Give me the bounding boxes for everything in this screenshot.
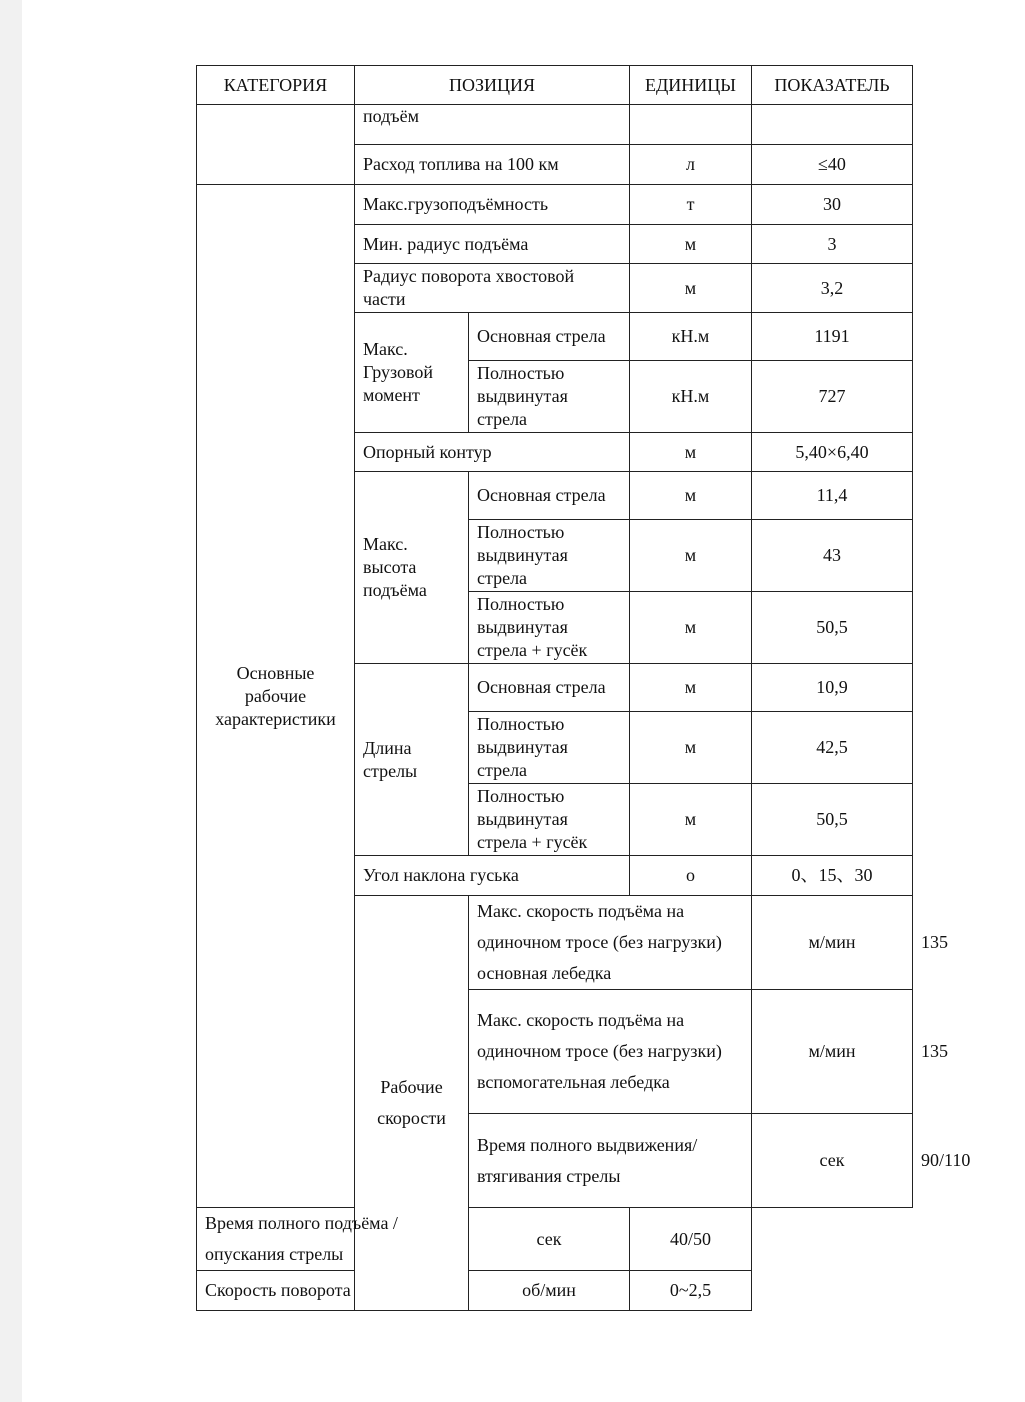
group-boom-length: Длина стрелы	[355, 664, 469, 856]
unit-cell: т	[630, 185, 752, 225]
sub-position-cell: Полностью выдвинутая стрела + гусёк	[469, 784, 630, 856]
sub-position-cell: Основная стрела	[469, 472, 630, 520]
position-cell: Время полного выдвижения/втягивания стрелы	[469, 1114, 752, 1208]
unit-cell: м	[630, 592, 752, 664]
value-cell: 3,2	[752, 264, 913, 313]
sub-position-cell: Полностью выдвинутая стрела	[469, 712, 630, 784]
table-row	[197, 185, 913, 225]
unit-cell: м	[630, 225, 752, 264]
value-cell: 40/50	[630, 1208, 752, 1271]
position-cell: Скорость поворота	[197, 1271, 469, 1311]
category-main: Основные рабочие характеристики	[197, 185, 355, 1208]
value-cell: 5,40×6,40	[752, 433, 913, 472]
group-load-moment: Макс. Грузовой момент	[355, 313, 469, 433]
unit-cell: об/мин	[469, 1271, 630, 1311]
unit-cell: м	[630, 472, 752, 520]
table-row	[197, 1271, 913, 1311]
unit-cell: м	[630, 433, 752, 472]
header-units: ЕДИНИЦЫ	[630, 66, 752, 105]
unit-cell: м	[630, 664, 752, 712]
table-row: Макс. скорость подъёма на одиночном тросе (без нагрузки) вспомогательная лебедка м/мин 135	[197, 990, 913, 1114]
value-cell: 50,5	[752, 784, 913, 856]
value-cell: 30	[752, 185, 913, 225]
sub-position-cell: Полностью выдвинутая стрела	[469, 361, 630, 433]
value-cell: ≤40	[752, 145, 913, 185]
position-cell: Макс. скорость подъёма на одиночном тросе (без нагрузки) основная лебедка	[469, 896, 752, 990]
position-cell: Макс. скорость подъёма на одиночном тросе (без нагрузки) вспомогательная лебедка	[469, 990, 752, 1114]
position-cell: Радиус поворота хвостовой части	[355, 264, 630, 313]
value-cell: 43	[752, 520, 913, 592]
position-cell: Время полного подъёма / опускания стрелы	[197, 1208, 469, 1271]
value-cell: 1191	[752, 313, 913, 361]
value-cell: 10,9	[752, 664, 913, 712]
sub-position-cell: Основная стрела	[469, 664, 630, 712]
table-header-row	[197, 66, 913, 105]
category-empty-cell	[197, 105, 355, 185]
value-cell: 50,5	[752, 592, 913, 664]
value-cell: 0、15、30	[752, 856, 913, 896]
value-cell: 3	[752, 225, 913, 264]
unit-cell: кН.м	[630, 361, 752, 433]
value-cell: 42,5	[752, 712, 913, 784]
unit-cell: кН.м	[630, 313, 752, 361]
value-cell: 11,4	[752, 472, 913, 520]
value-cell	[752, 105, 913, 145]
unit-cell	[630, 105, 752, 145]
unit-cell: м/мин	[752, 990, 913, 1114]
unit-cell: м	[630, 520, 752, 592]
sub-position-cell: Полностью выдвинутая стрела	[469, 520, 630, 592]
unit-cell: м/мин	[752, 896, 913, 990]
group-max-height: Макс. высота подъёма	[355, 472, 469, 664]
table-row: Рабочие скорости Макс. скорость подъёма на одиночном тросе (без нагрузки) основная лебедка м/мин 135	[197, 896, 913, 990]
category-speeds: Рабочие скорости	[355, 896, 469, 1311]
position-cell: Мин. радиус подъёма	[355, 225, 630, 264]
value-cell: 0~2,5	[630, 1271, 752, 1311]
header-category: КАТЕГОРИЯ	[197, 66, 355, 105]
unit-cell: сек	[469, 1208, 630, 1271]
unit-cell: м	[630, 712, 752, 784]
header-value: ПОКАЗАТЕЛЬ	[752, 66, 913, 105]
unit-cell: м	[630, 784, 752, 856]
table-row	[197, 105, 913, 145]
position-cell: Макс.грузоподъёмность	[355, 185, 630, 225]
value-cell: 727	[752, 361, 913, 433]
unit-cell: л	[630, 145, 752, 185]
spec-table	[196, 65, 971, 1311]
unit-cell: м	[630, 264, 752, 313]
document-page	[22, 0, 1025, 1402]
header-position: ПОЗИЦИЯ	[355, 66, 630, 105]
spec-table-container	[196, 65, 971, 1311]
table-row	[197, 1208, 913, 1271]
position-cell: Угол наклона гуська	[355, 856, 630, 896]
position-cell: подъём	[355, 105, 630, 145]
table-row: Время полного выдвижения/втягивания стрелы сек 90/110	[197, 1114, 913, 1208]
unit-cell: о	[630, 856, 752, 896]
sub-position-cell: Основная стрела	[469, 313, 630, 361]
sub-position-cell: Полностью выдвинутая стрела + гусёк	[469, 592, 630, 664]
unit-cell: сек	[752, 1114, 913, 1208]
position-cell: Расход топлива на 100 км	[355, 145, 630, 185]
position-cell: Опорный контур	[355, 433, 630, 472]
